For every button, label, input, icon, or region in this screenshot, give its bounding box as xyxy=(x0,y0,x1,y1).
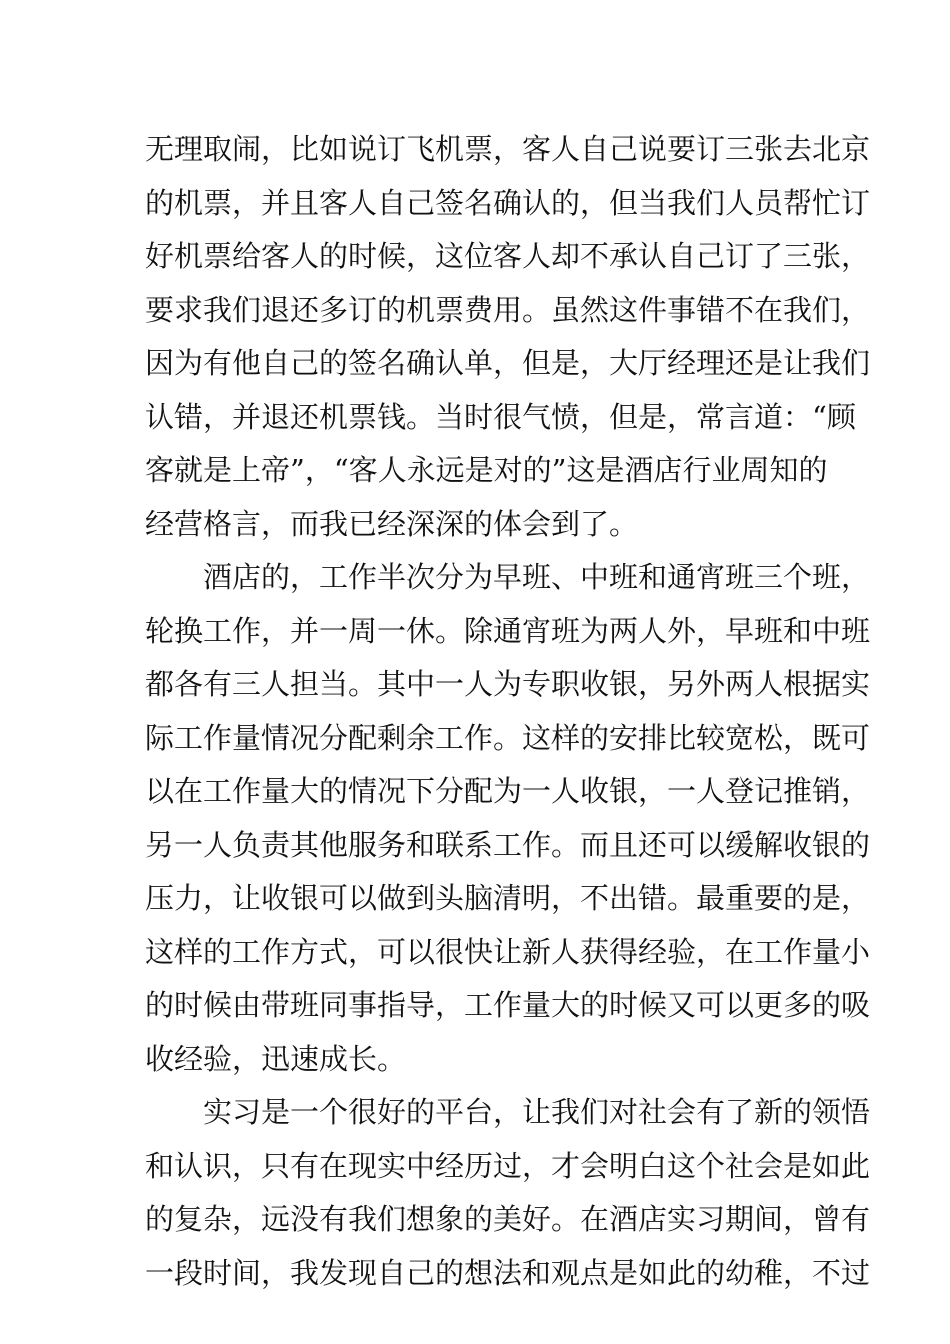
text-line: 和认识，只有在现实中经历过，才会明白这个社会是如此 xyxy=(145,1148,871,1183)
text-line: 的机票，并且客人自己签名确认的，但当我们人员帮忙订 xyxy=(145,185,871,220)
text-line: 因为有他自己的签名确认单，但是，大厅经理还是让我们 xyxy=(145,346,871,380)
paragraph-3 xyxy=(145,1086,871,1300)
text-line: 际工作量情况分配剩余工作。这样的安排比较宽松，既可 xyxy=(145,720,871,755)
text-line: 这样的工作方式，可以很快让新人获得经验，在工作量小 xyxy=(145,934,871,969)
text-line: 以在工作量大的情况下分配为一人收银，一人登记推销， xyxy=(145,774,871,808)
text-line: 的时候由带班同事指导，工作量大的时候又可以更多的吸 xyxy=(145,988,871,1022)
body-text xyxy=(145,123,871,1300)
paragraph-1 xyxy=(145,123,871,551)
text-line: 要求我们退还多订的机票费用。虽然这件事错不在我们， xyxy=(145,292,871,327)
text-line: 无理取闹，比如说订飞机票，客人自己说要订三张去北京 xyxy=(145,132,871,166)
text-line: 经营格言，而我已经深深的体会到了。 xyxy=(145,506,639,541)
text-line: 都各有三人担当。其中一人为专职收银，另外两人根据实 xyxy=(145,667,871,701)
text-line: 的复杂，远没有我们想象的美好。在酒店实习期间，曾有 xyxy=(145,1202,871,1236)
text-line: 认错，并退还机票钱。当时很气愤，但是，常言道：“顾 xyxy=(145,399,856,434)
text-line: 压力，让收银可以做到头脑清明，不出错。最重要的是， xyxy=(145,881,871,915)
text-line: 一段时间，我发现自己的想法和观点是如此的幼稚，不过 xyxy=(145,1255,871,1290)
text-line: 收经验，迅速成长。 xyxy=(145,1041,407,1076)
text-line: 轮换工作，并一周一休。除通宵班为两人外，早班和中班 xyxy=(145,613,871,648)
text-line: 另一人负责其他服务和联系工作。而且还可以缓解收银的 xyxy=(145,827,871,862)
text-line: 客就是上帝”，“客人永远是对的”这是酒店行业周知的 xyxy=(145,453,828,487)
text-line: 酒店的，工作半次分为早班、中班和通宵班三个班， xyxy=(203,560,871,594)
text-line: 好机票给客人的时候，这位客人却不承认自己订了三张， xyxy=(145,239,871,273)
text-line: 实习是一个很好的平台，让我们对社会有了新的领悟 xyxy=(203,1095,871,1129)
paragraph-2 xyxy=(145,551,871,1086)
